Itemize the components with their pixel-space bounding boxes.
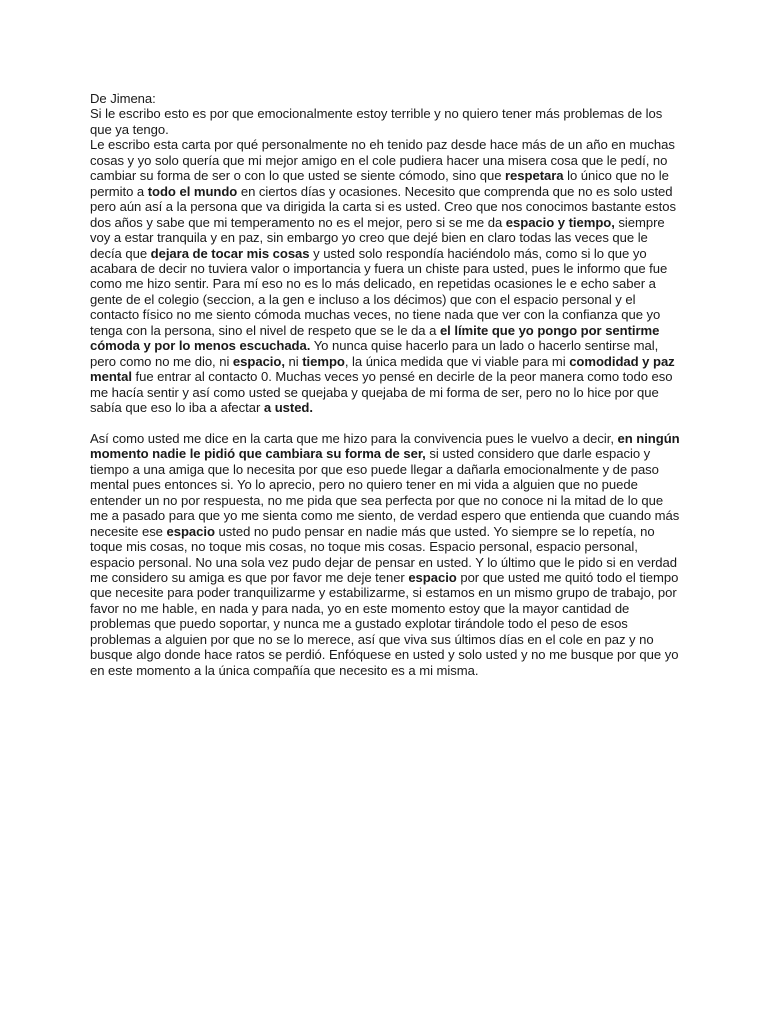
text-run: fue entrar al contacto 0. Muchas veces yo pensé en decirle de la peor manera como todo eso me hacía sentir y así como usted se quejaba y quejaba de mi forma de ser, pero no lo hice por que sabía que eso lo iba a afectar bbox=[90, 369, 673, 416]
bold-run: espacio bbox=[408, 570, 457, 586]
text-run: ni bbox=[284, 353, 303, 369]
text-run: y usted solo respondía haciéndolo más, como si lo que yo acabara de decir no tuviera valor o importancia y fuera un chiste para usted, pues le informo que fue como me hizo sentir. Para mí eso no es lo más delicado, en repetidas ocasiones le e echo saber a gente de el colegio (seccion, a la gen e incluso a los décimos) que con el espacio personal y el contacto físico no me siento cómoda muchas veces, no tiene nada que ver con la confianza que yo tenga con la persona, sino el nivel de respeto que se le da a bbox=[90, 245, 668, 338]
text-run: por que usted me quitó todo el tiempo que necesite para poder tranquilizarme y estabilizarme, si estamos en un mismo grupo de trabajo, por favor no me hable, en nada y para nada, yo en este momento estoy que la mayor cantidad de problemas que puedo soportar, y nunca me a gustado explotar tirándole todo el peso de esos problemas a alguien por que no se lo merece, así que viva sus últimos días en el cole en paz y no busque algo donde hace ratos se perdió. Enfóquese en usted y solo usted y no me busque por que yo en este momento a la única compañía que necesito es a mi misma. bbox=[90, 570, 679, 678]
text-run: Yo nunca quise hacerlo para un lado o hacerlo sentirse mal, pero como no me dio, ni bbox=[90, 338, 659, 369]
bold-run: espacio y tiempo, bbox=[505, 214, 615, 230]
text-run: usted no pudo pensar en nadie más que usted. Yo siempre se lo repetía, no toque mis cosas, no toque mis cosas, no toque mis cosas. Espacio personal, espacio personal, espacio personal. No una sola vez pudo dejar de pensar en usted. Y lo último que le pido si en verdad me considero su amiga es que por favor me deje tener bbox=[90, 523, 677, 586]
bold-run: el límite que yo pongo por sentirme cómoda y por lo menos escuchada. bbox=[90, 322, 660, 354]
text-run: Así como usted me dice en la carta que me hizo para la convivencia pues le vuelvo a decir, bbox=[90, 430, 618, 446]
text-run: , la única medida que vi viable para mi bbox=[344, 353, 570, 369]
text-run: lo único que no le permito a bbox=[90, 168, 669, 199]
text-run: Le escribo esta carta por qué personalmente no eh tenido paz desde hace más de un año en muchas cosas y yo solo quería que mi mejor amigo en el cole pudiera hacer una misera cosa que le pedí, no cambiar su forma de ser o con lo que usted se siente cómodo, sino que bbox=[90, 137, 675, 184]
letter-paragraph-1 bbox=[90, 137, 682, 415]
bold-run: tiempo bbox=[302, 353, 345, 369]
bold-run: dejara de tocar mis cosas bbox=[150, 245, 310, 261]
bold-run: espacio bbox=[166, 523, 215, 539]
bold-run: respetara bbox=[505, 168, 564, 184]
letter-greeting: De Jimena: bbox=[90, 91, 156, 106]
text-run: en ciertos días y ocasiones. Necesito que comprenda que no es solo usted pero aún así a la persona que va dirigida la carta si es usted. Creo que nos conocimos bastante estos dos años y sabe que mi temperamento no es el mejor, pero si se me da bbox=[90, 183, 676, 230]
paragraph-spacer bbox=[90, 416, 682, 431]
letter-body bbox=[90, 91, 682, 678]
text-run: si usted considero que darle espacio y tiempo a una amiga que lo necesita por que eso puede llegar a dañarla emocionalmente y de paso mental pues entonces si. Yo lo aprecio, pero no quiero tener en mi vida a alguien que no puede entender un no por respuesta, no me pida que sea perfecta por que no conoce ni la mitad de lo que me a pasado para que yo me sienta como me siento, de verdad espero que entienda que cuando más necesite ese bbox=[90, 446, 680, 539]
bold-run: todo el mundo bbox=[147, 183, 238, 199]
letter-paragraph-2 bbox=[90, 431, 682, 678]
bold-run: a usted. bbox=[263, 400, 313, 416]
bold-run: espacio, bbox=[232, 353, 285, 369]
letter-intro: Si le escribo esto es por que emocionalmente estoy terrible y no quiero tener más problemas de los que ya tengo. bbox=[90, 106, 663, 137]
bold-run: en ningún momento nadie le pidió que cambiara su forma de ser, bbox=[90, 430, 680, 462]
bold-run: comodidad y paz mental bbox=[90, 353, 675, 385]
text-run: siempre voy a estar tranquila y en paz, sin embargo yo creo que dejé bien en claro todas las veces que le decía que bbox=[90, 214, 665, 261]
